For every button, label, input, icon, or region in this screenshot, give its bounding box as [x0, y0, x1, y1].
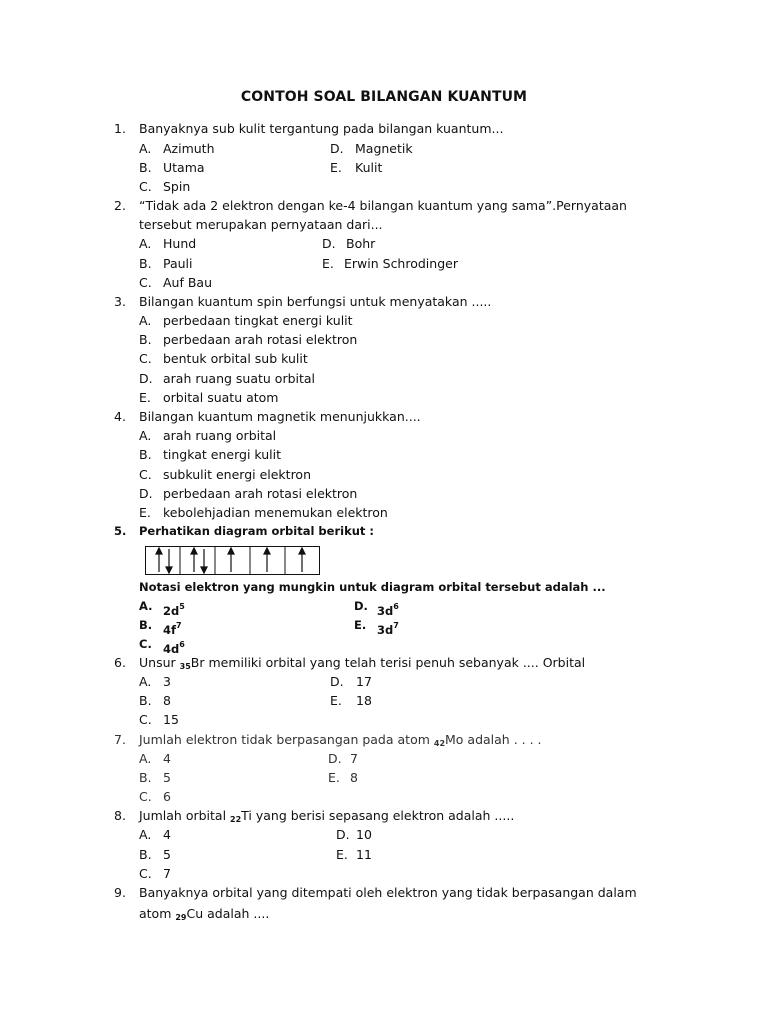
spin-up-arrow	[228, 548, 234, 572]
question-text: Perhatikan diagram orbital berikut :	[139, 524, 374, 538]
question-prompt: Notasi elektron yang mungkin untuk diagram orbital tersebut adalah ...	[139, 580, 606, 594]
document-page: CONTOH SOAL BILANGAN KUANTUM 1. Banyaknya sub kulit tergantung pada bilangan kuantum... A. Azimuth D. Magnetik B. Utama E. Kulit C. Spin 2. “Tidak ada 2 elektron dengan ke-4 bilangan kuantum yang sama”.Pernyataan tersebut merupakan pernyataan dari... A. Hund D. Bohr B. Pauli E. Erwin Schrodinger C. Auf Bau 3. Bilangan kuantum spin berfungsi untuk menyatakan ..... A. perbedaan tingkat energi kulit B. perbedaan arah rotasi elektron C. bentuk orbital sub kulit D. arah ruang suatu orbital E. orbital suatu atom 4. Bilangan kuantum magnetik menunjukkan.... A. arah ruang orbital B. tingkat energi kulit C. subkulit energi elektron D. perbedaan arah rotasi elektron E. kebolehjadian menemukan elektron 5. Perhatikan diagram orbital berikut : Notasi elektron yang mungkin untuk diagram orbital tersebut adalah ... A. $2d^5$ D. $3d^6$ B. $4f^7$ E. $3d^7$ C. $4d^6$ 6. Unsur $_{35}$Br memiliki orbital yang telah terisi penuh sebanyak .... Orbital A. 3 D. 17 B. 8 E. 18 C. 15 7. Jumlah elektron tidak berpasangan pada atom $_{42}$Mo adalah . . . . A. 4 D. 7 B. 5 E. 8 C. 6 8. Jumlah orbital $_{22}$Ti yang berisi sepasang elektron adalah ..... A. 4 D. 10 B. 5 E. 11 C. 7 9. Banyaknya orbital yang ditempati oleh elektron yang tidak berpasangan dalam atom $_{29}$Cu adalah ....	[0, 0, 768, 1024]
question-number: 5.	[114, 524, 127, 538]
orbital-diagram	[145, 546, 320, 575]
question-text: Banyaknya orbital yang ditempati oleh elektron yang tidak berpasangan dalam	[139, 885, 637, 900]
question-text: Banyaknya sub kulit tergantung pada bilangan kuantum...	[139, 121, 504, 136]
question-number: 7.	[114, 732, 126, 747]
question-text: Jumlah elektron tidak berpasangan pada atom $_{42}$Mo adalah . . . .	[139, 732, 542, 748]
spin-up-arrow	[299, 548, 305, 572]
question-number: 8.	[114, 808, 126, 823]
question-text-continued: atom $_{29}$Cu adalah ....	[139, 906, 270, 922]
question-number: 6.	[114, 655, 126, 670]
question-text: “Tidak ada 2 elektron dengan ke-4 bilangan kuantum yang sama”.Pernyataan	[139, 198, 627, 213]
spin-down-arrow	[166, 549, 172, 573]
question-text: Unsur $_{35}$Br memiliki orbital yang telah terisi penuh sebanyak .... Orbital	[139, 655, 586, 671]
document-title: CONTOH SOAL BILANGAN KUANTUM	[240, 89, 528, 105]
spin-down-arrow	[201, 549, 207, 573]
question-number: 3.	[114, 294, 126, 309]
question-text: Bilangan kuantum spin berfungsi untuk menyatakan .....	[139, 294, 492, 309]
question-text: Bilangan kuantum magnetik menunjukkan....	[139, 409, 421, 424]
question-number: 1.	[114, 121, 126, 136]
spin-up-arrow	[191, 548, 197, 572]
question-number: 4.	[114, 409, 126, 424]
question-number: 9.	[114, 885, 126, 900]
spin-up-arrow	[264, 548, 270, 572]
question-text: Jumlah orbital $_{22}$Ti yang berisi sepasang elektron adalah .....	[139, 808, 515, 824]
spin-up-arrow	[156, 548, 162, 572]
question-number: 2.	[114, 198, 126, 213]
question-text-continued: tersebut merupakan pernyataan dari...	[139, 217, 383, 232]
